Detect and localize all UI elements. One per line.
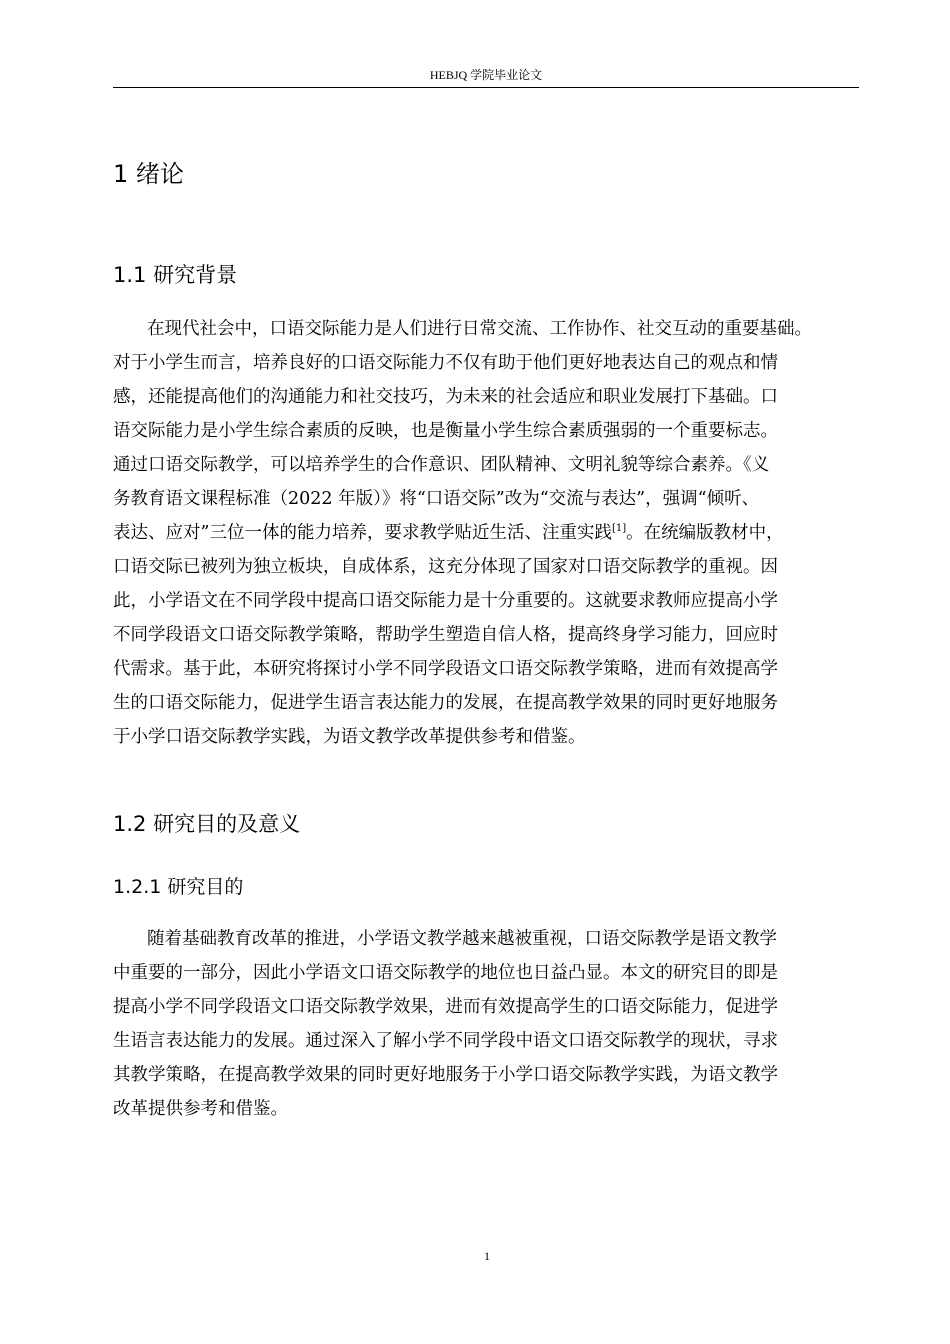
section-title-1-2: 1.2 研究目的及意义 (113, 812, 301, 836)
running-header: HEBJQ 学院毕业论文 (429, 68, 543, 82)
paragraph-research-purpose (113, 922, 865, 1126)
text-line: 表达、应对”三位一体的能力培养，要求教学贴近生活、注重实践[1]。在统编版教材中， (113, 523, 784, 543)
section-title-1-2-1: 1.2.1 研究目的 (113, 876, 244, 898)
text-line: 在现代社会中，口语交际能力是人们进行日常交流、工作协作、社交互动的重要基础。 (147, 319, 812, 339)
text-line: 代需求。基于此，本研究将探讨小学不同学段语文口语交际教学策略，进而有效提高学 (113, 659, 778, 679)
text-line: 通过口语交际教学，可以培养学生的合作意识、团队精神、文明礼貌等综合素养。《义 (113, 455, 770, 475)
text-line: 其教学策略，在提高教学效果的同时更好地服务于小学口语交际教学实践，为语文教学 (113, 1065, 778, 1085)
text-line: 改革提供参考和借鉴。 (113, 1099, 288, 1119)
text-line: 语交际能力是小学生综合素质的反映，也是衡量小学生综合素质强弱的一个重要标志。 (113, 421, 778, 441)
text-line: 于小学口语交际教学实践，为语文教学改革提供参考和借鉴。 (113, 727, 586, 747)
text-line: 感，还能提高他们的沟通能力和社交技巧，为未来的社会适应和职业发展打下基础。口 (113, 387, 778, 407)
text-line: 不同学段语文口语交际教学策略，帮助学生塑造自信人格，提高终身学习能力，回应时 (113, 625, 778, 645)
text-line: 随着基础教育改革的推进，小学语文教学越来越被重视，口语交际教学是语文教学 (147, 929, 777, 949)
section-title-1-1: 1.1 研究背景 (113, 263, 238, 287)
paragraph-research-background (113, 312, 865, 754)
text-line: 对于小学生而言，培养良好的口语交际能力不仅有助于他们更好地表达自己的观点和情 (113, 353, 778, 373)
chapter-title: 1 绪论 (113, 160, 184, 188)
text-line: 生语言表达能力的发展。通过深入了解小学不同学段中语文口语交际教学的现状，寻求 (113, 1031, 778, 1051)
header-divider (113, 87, 859, 88)
text-line: 生的口语交际能力，促进学生语言表达能力的发展，在提高教学效果的同时更好地服务 (113, 693, 778, 713)
text-line: 提高小学不同学段语文口语交际教学效果，进而有效提高学生的口语交际能力，促进学 (113, 997, 778, 1017)
text-line: 中重要的一部分，因此小学语文口语交际教学的地位也日益凸显。本文的研究目的即是 (113, 963, 778, 983)
citation-mark[interactable]: [1] (611, 523, 627, 535)
text-line: 务教育语文课程标准（2022 年版）》将“口语交际”改为“交流与表达”，强调“倾听、 (113, 489, 760, 509)
page-number: 1 (484, 1249, 490, 1263)
text-line: 口语交际已被列为独立板块，自成体系，这充分体现了国家对口语交际教学的重视。因 (113, 557, 778, 577)
text-line: 此，小学语文在不同学段中提高口语交际能力是十分重要的。这就要求教师应提高小学 (113, 591, 778, 611)
